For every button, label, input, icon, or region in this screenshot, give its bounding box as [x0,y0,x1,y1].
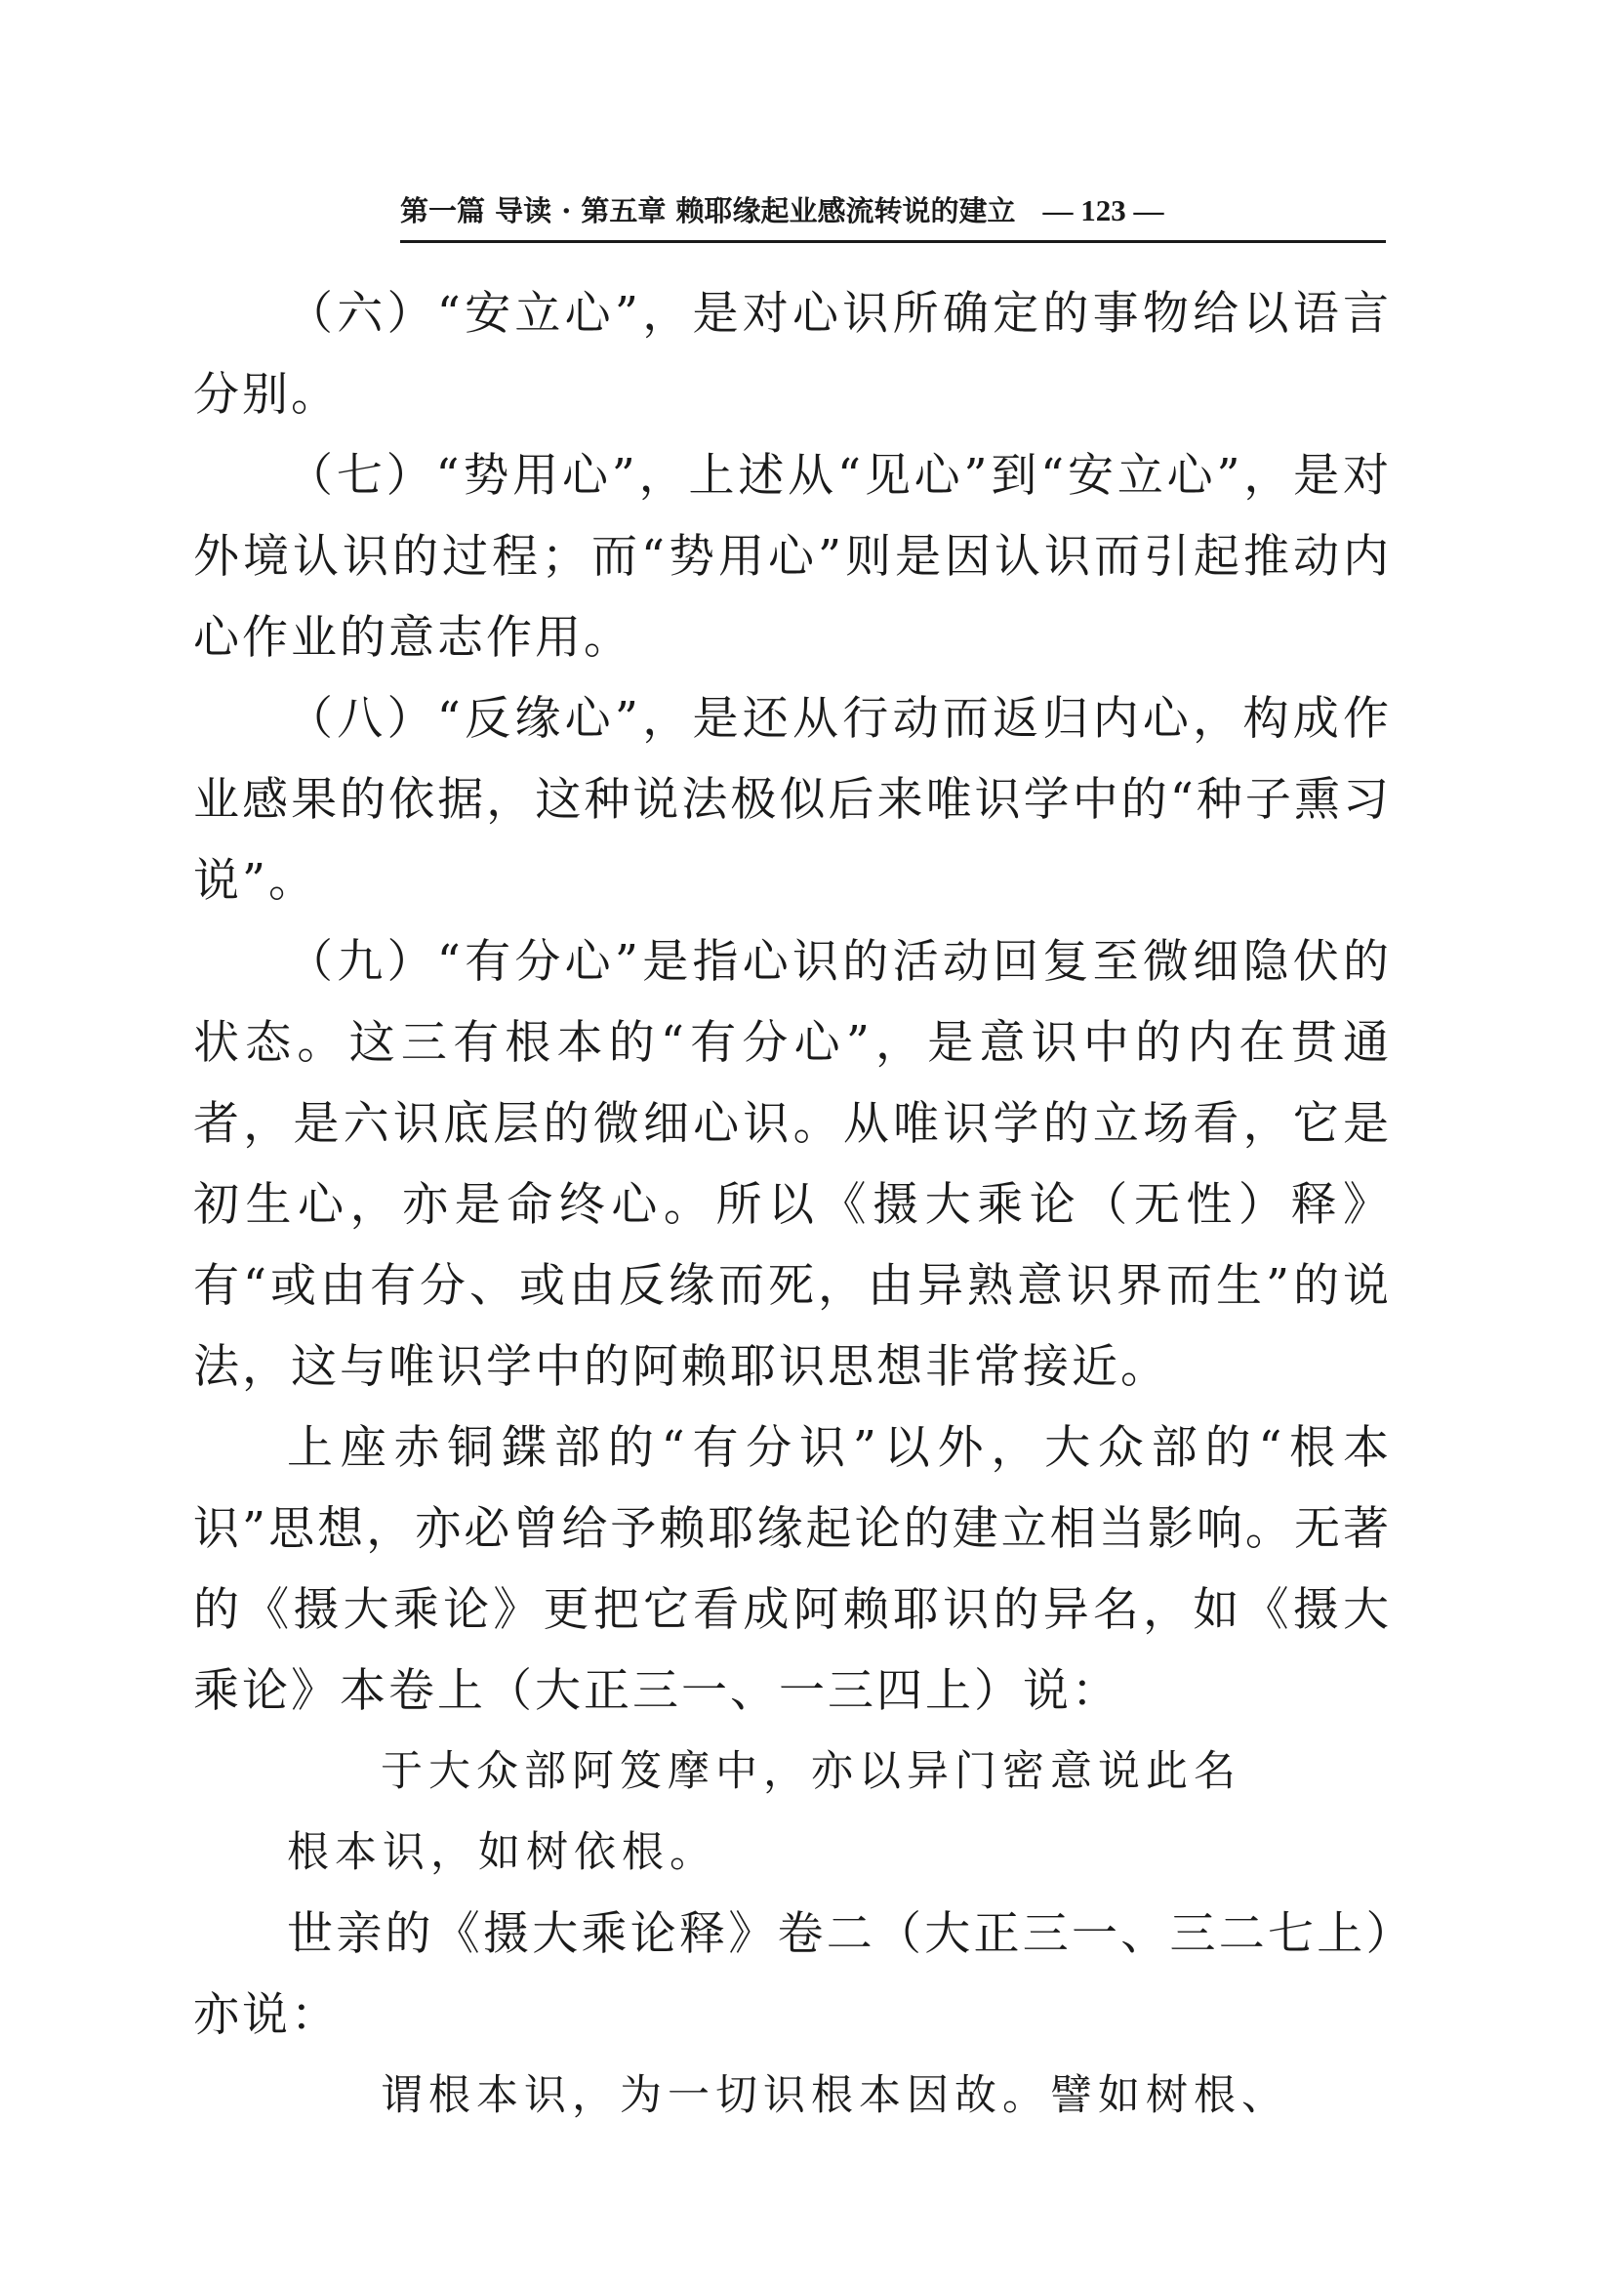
running-header [400,182,1386,243]
paragraph-9: （九）“有分心”是指心识的活动回复至微细隐伏的状态。这三有根本的“有分心”，是意识中的内在贯通者，是六识底层的微细心识。从唯识学的立场看，它是初生心，亦是命终心。所以《摄大乘论（无性）释》有“或由有分、或由反缘而死，由异熟意识界而生”的说法，这与唯识学中的阿赖耶识思想非常接近。 [193,935,1392,1394]
paragraph-6: （六）“安立心”，是对心识所确定的事物给以语言分别。 [193,287,1392,422]
page-number: — 123 — [1042,193,1164,227]
header-title: 第一篇 导读 · 第五章 赖耶缘起业感流转说的建立 [400,194,1016,227]
paragraph-root-consciousness: 上座赤铜鍱部的“有分识”以外，大众部的“根本识”思想，亦必曾给予赖耶缘起论的建立相当影响。无著的《摄大乘论》更把它看成阿赖耶识的异名，如《摄大乘论》本卷上（大正三一、一三四上）说： [193,1421,1392,1718]
paragraph-8: （八）“反缘心”，是还从行动而返归内心，构成作业感果的依据，这种说法极似后来唯识学中的“种子熏习说”。 [193,692,1392,908]
paragraph-vasubandhu: 世亲的《摄大乘论释》卷二（大正三一、三二七上）亦说： [193,1907,1392,2042]
main-text [193,273,1392,2137]
quote-1-line-2: 根本识，如树依根。 [287,1828,717,1877]
paragraph-7: （七）“势用心”，上述从“见心”到“安立心”，是对外境认识的过程；而“势用心”则是因认识而引起推动内心作业的意志作用。 [193,449,1392,665]
quote-1-line-1: 于大众部阿笈摩中，亦以异门密意说此名 [381,1747,1241,1796]
quote-2-line-1: 谓根本识，为一切识根本因故。譬如树根、 [381,2071,1289,2120]
